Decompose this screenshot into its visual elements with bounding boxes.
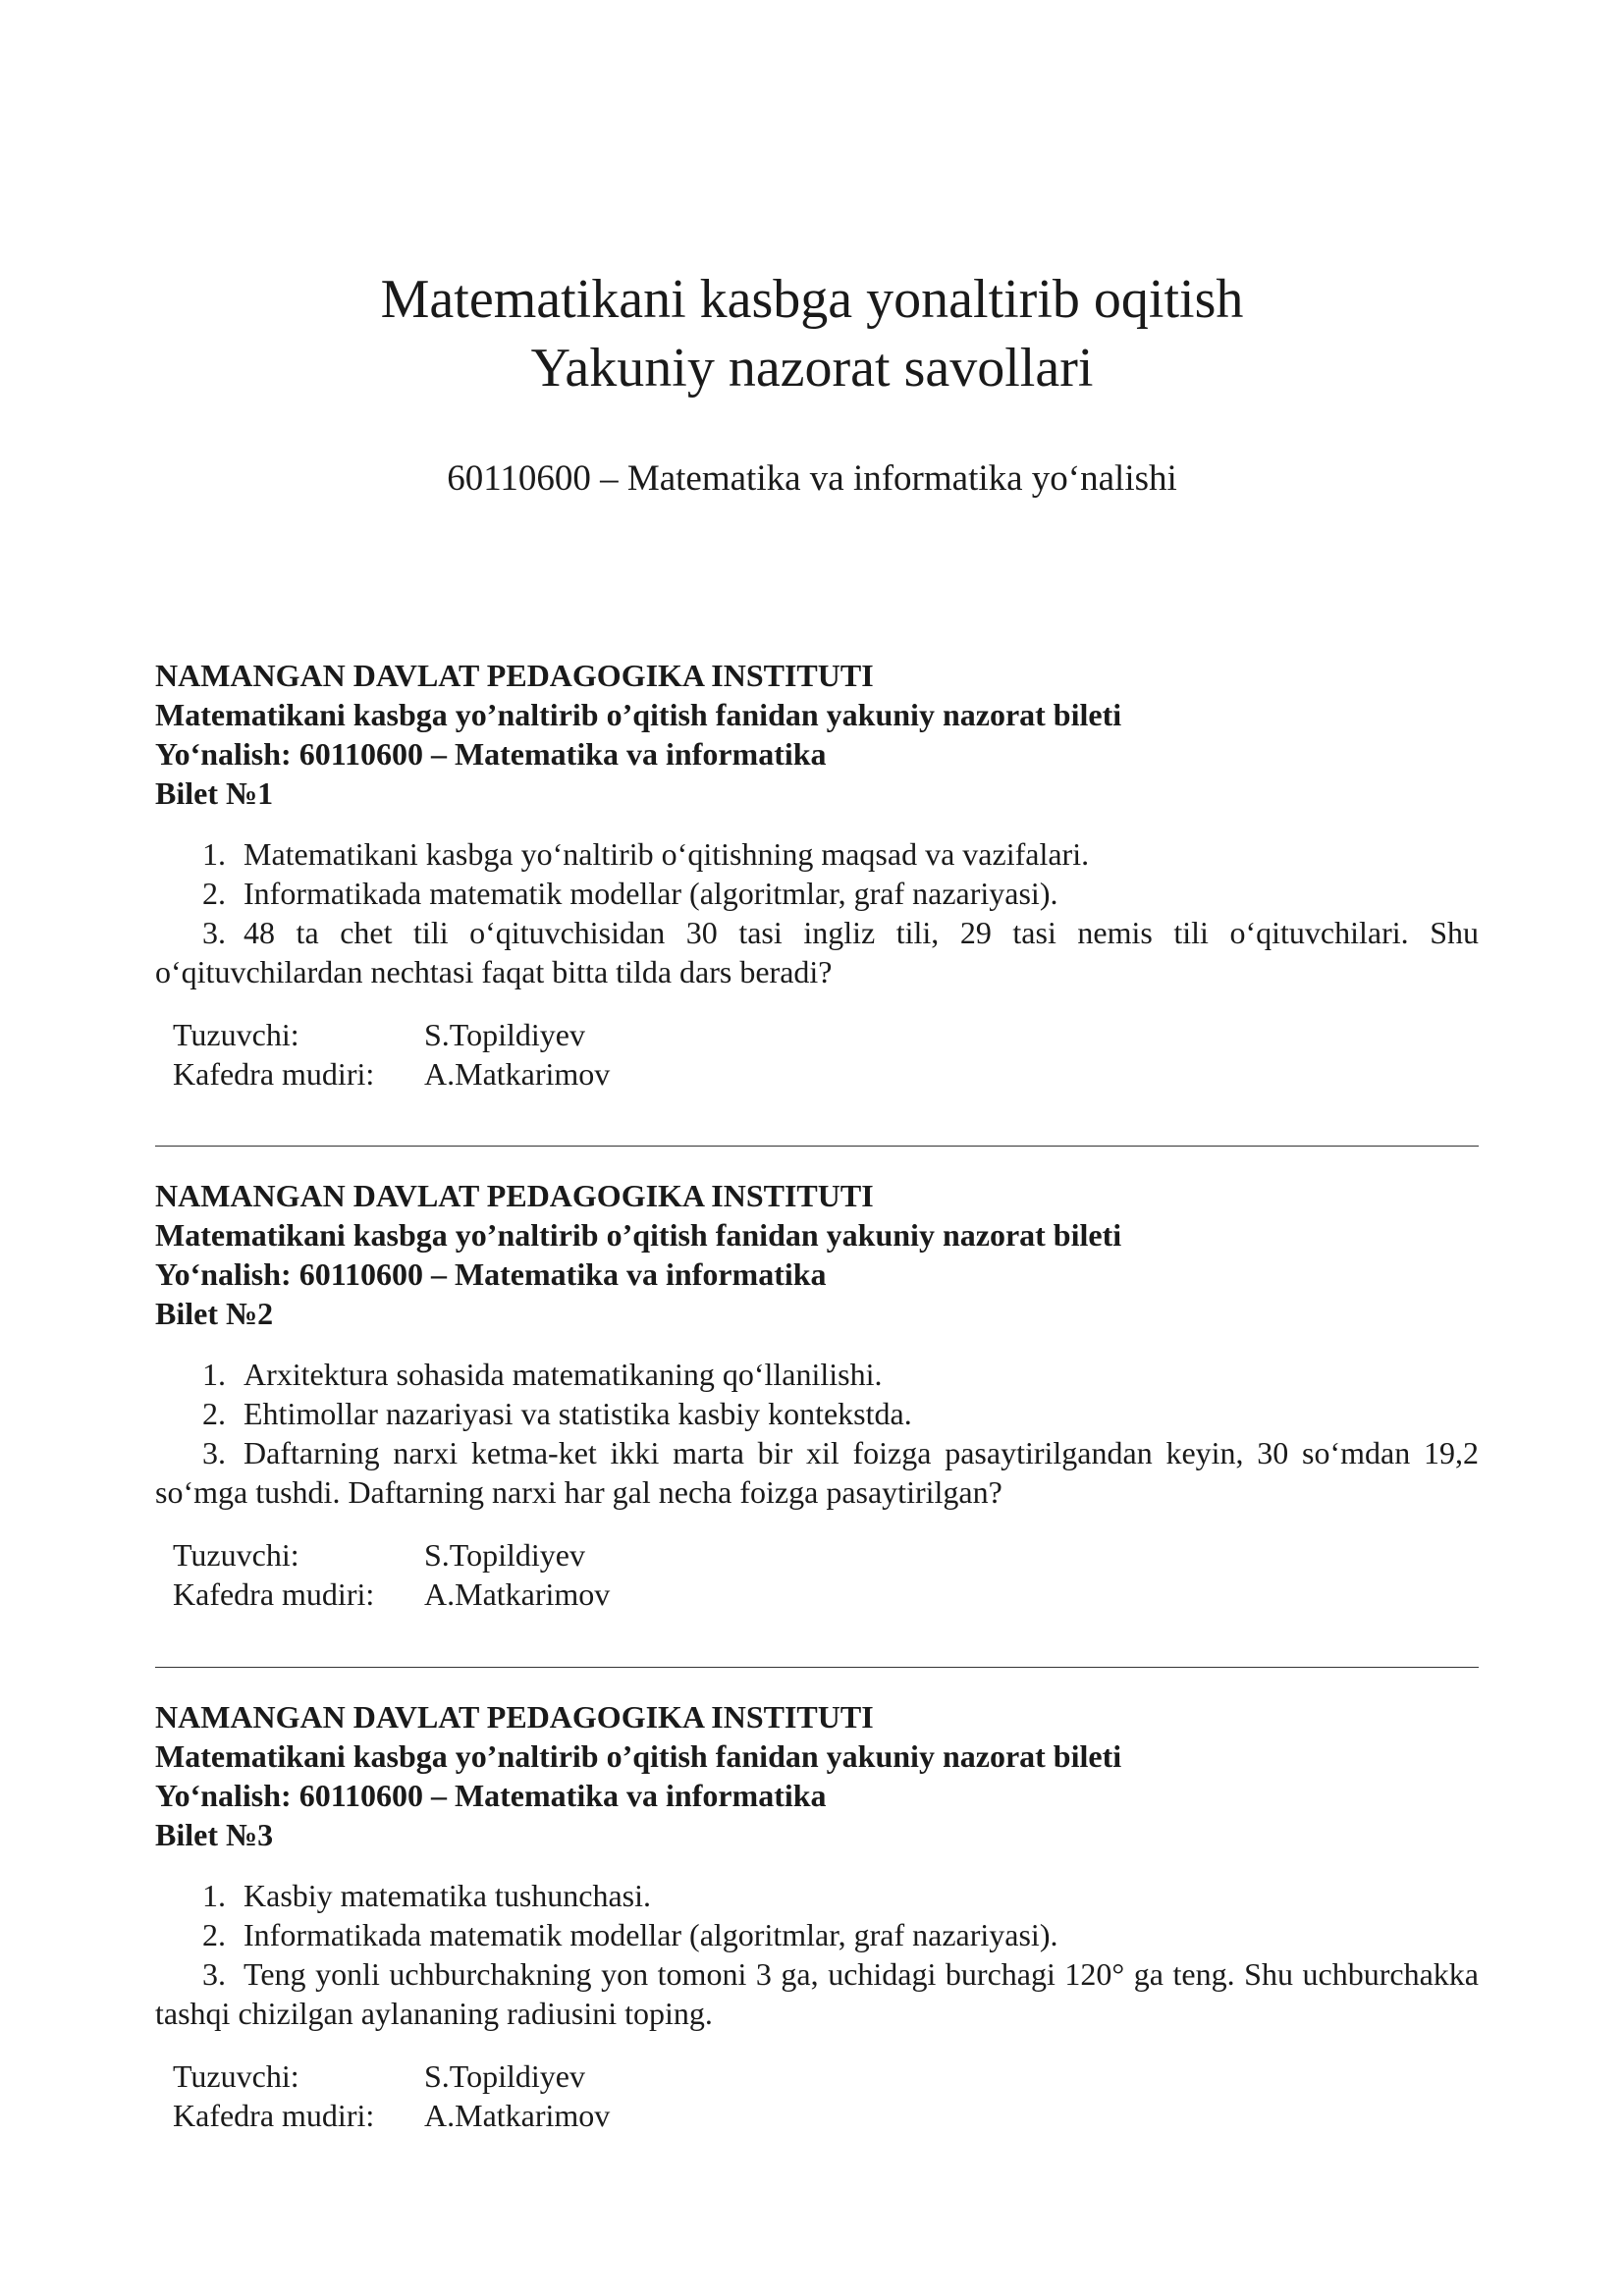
department-head-label: Kafedra mudiri:	[173, 2098, 375, 2133]
compiler-name: S.Topildiyev	[424, 1537, 585, 1573]
direction: Yo‘nalish: 60110600 – Matematika va informatika	[155, 1778, 827, 1813]
question-item	[155, 1915, 1479, 1954]
document-title-line-1: Matematikani kasbga yonaltirib oqitish	[380, 269, 1244, 330]
compiler-row	[155, 1015, 1479, 1054]
question-item	[155, 834, 1479, 874]
compiler-name: S.Topildiyev	[424, 2058, 585, 2094]
course-name: Matematikani kasbga yo’naltirib o’qitish fanidan yakuniy nazorat bileti	[155, 697, 1122, 732]
department-head-row	[155, 1575, 1479, 1614]
ticket-number: Bilet №3	[155, 1817, 274, 1852]
signature-block	[155, 1535, 1479, 1614]
ticket-number: Bilet №2	[155, 1296, 274, 1331]
question-item	[155, 1433, 1479, 1512]
question-item	[155, 1394, 1479, 1433]
question-text: Matematikani kasbga yo‘naltirib o‘qitishning maqsad va vazifalari.	[244, 836, 1090, 872]
signature-block	[155, 1015, 1479, 1094]
question-number: 3.	[202, 915, 226, 950]
institute-name: NAMANGAN DAVLAT PEDAGOGIKA INSTITUTI	[155, 1699, 874, 1735]
question-number: 2.	[202, 1917, 226, 1952]
department-head-name: A.Matkarimov	[424, 1056, 611, 1092]
question-text: Informatikada matematik modellar (algoritmlar, graf nazariyasi).	[244, 876, 1058, 911]
direction: Yo‘nalish: 60110600 – Matematika va informatika	[155, 1256, 827, 1292]
course-name: Matematikani kasbga yo’naltirib o’qitish fanidan yakuniy nazorat bileti	[155, 1217, 1122, 1253]
compiler-row	[155, 1535, 1479, 1575]
document-subtitle: 60110600 – Matematika va informatika yo‘nalishi	[447, 458, 1177, 499]
question-number: 2.	[202, 1396, 226, 1431]
document-title-line-2: Yakuniy nazorat savollari	[530, 338, 1094, 399]
question-item	[155, 1954, 1479, 2033]
direction: Yo‘nalish: 60110600 – Matematika va informatika	[155, 736, 827, 772]
department-head-row	[155, 1054, 1479, 1094]
question-text: Kasbiy matematika tushunchasi.	[244, 1878, 652, 1913]
department-head-label: Kafedra mudiri:	[173, 1576, 375, 1612]
title-block	[0, 265, 1624, 500]
question-number: 2.	[202, 876, 226, 911]
question-list	[155, 834, 1479, 991]
question-text: Daftarning narxi ketma-ket ikki marta bir xil foizga pasaytirilgandan keyin, 30 so‘mdan 19,2 so‘mga tushdi. Daftarning narxi har gal necha foizga pasaytirilgan?	[155, 1435, 1479, 1510]
question-text: Arxitektura sohasida matematikaning qo‘llanilishi.	[244, 1357, 883, 1392]
question-text: Informatikada matematik modellar (algoritmlar, graf nazariyasi).	[244, 1917, 1058, 1952]
question-text: 48 ta chet tili o‘qituvchisidan 30 tasi ingliz tili, 29 tasi nemis tili o‘qituvchilari. Shu o‘qituvchilardan nechtasi faqat bitta tilda dars beradi?	[155, 915, 1479, 989]
department-head-name: A.Matkarimov	[424, 2098, 611, 2133]
compiler-label: Tuzuvchi:	[173, 2058, 299, 2094]
question-text: Teng yonli uchburchakning yon tomoni 3 ga, uchidagi burchagi 120° ga teng. Shu uchburchakka tashqi chizilgan aylananing radiusini toping.	[155, 1956, 1479, 2031]
question-number: 3.	[202, 1435, 226, 1470]
question-list	[155, 1355, 1479, 1512]
department-head-row	[155, 2096, 1479, 2135]
question-item	[155, 874, 1479, 913]
course-name: Matematikani kasbga yo’naltirib o’qitish fanidan yakuniy nazorat bileti	[155, 1738, 1122, 1774]
question-text: Ehtimollar nazariyasi va statistika kasbiy kontekstda.	[244, 1396, 912, 1431]
ticket-2	[155, 1176, 1479, 1614]
question-item	[155, 913, 1479, 991]
ticket-divider	[155, 1667, 1479, 1668]
department-head-name: A.Matkarimov	[424, 1576, 611, 1612]
question-number: 1.	[202, 836, 226, 872]
department-head-label: Kafedra mudiri:	[173, 1056, 375, 1092]
question-number: 3.	[202, 1956, 226, 1992]
question-list	[155, 1876, 1479, 2033]
compiler-row	[155, 2056, 1479, 2096]
compiler-name: S.Topildiyev	[424, 1017, 585, 1052]
question-item	[155, 1876, 1479, 1915]
institute-name: NAMANGAN DAVLAT PEDAGOGIKA INSTITUTI	[155, 658, 874, 693]
question-number: 1.	[202, 1878, 226, 1913]
question-item	[155, 1355, 1479, 1394]
ticket-3	[155, 1697, 1479, 2135]
ticket-number: Bilet №1	[155, 775, 274, 811]
ticket-divider	[155, 1146, 1479, 1147]
ticket-1	[155, 656, 1479, 1094]
institute-name: NAMANGAN DAVLAT PEDAGOGIKA INSTITUTI	[155, 1178, 874, 1213]
signature-block	[155, 2056, 1479, 2135]
compiler-label: Tuzuvchi:	[173, 1537, 299, 1573]
question-number: 1.	[202, 1357, 226, 1392]
compiler-label: Tuzuvchi:	[173, 1017, 299, 1052]
